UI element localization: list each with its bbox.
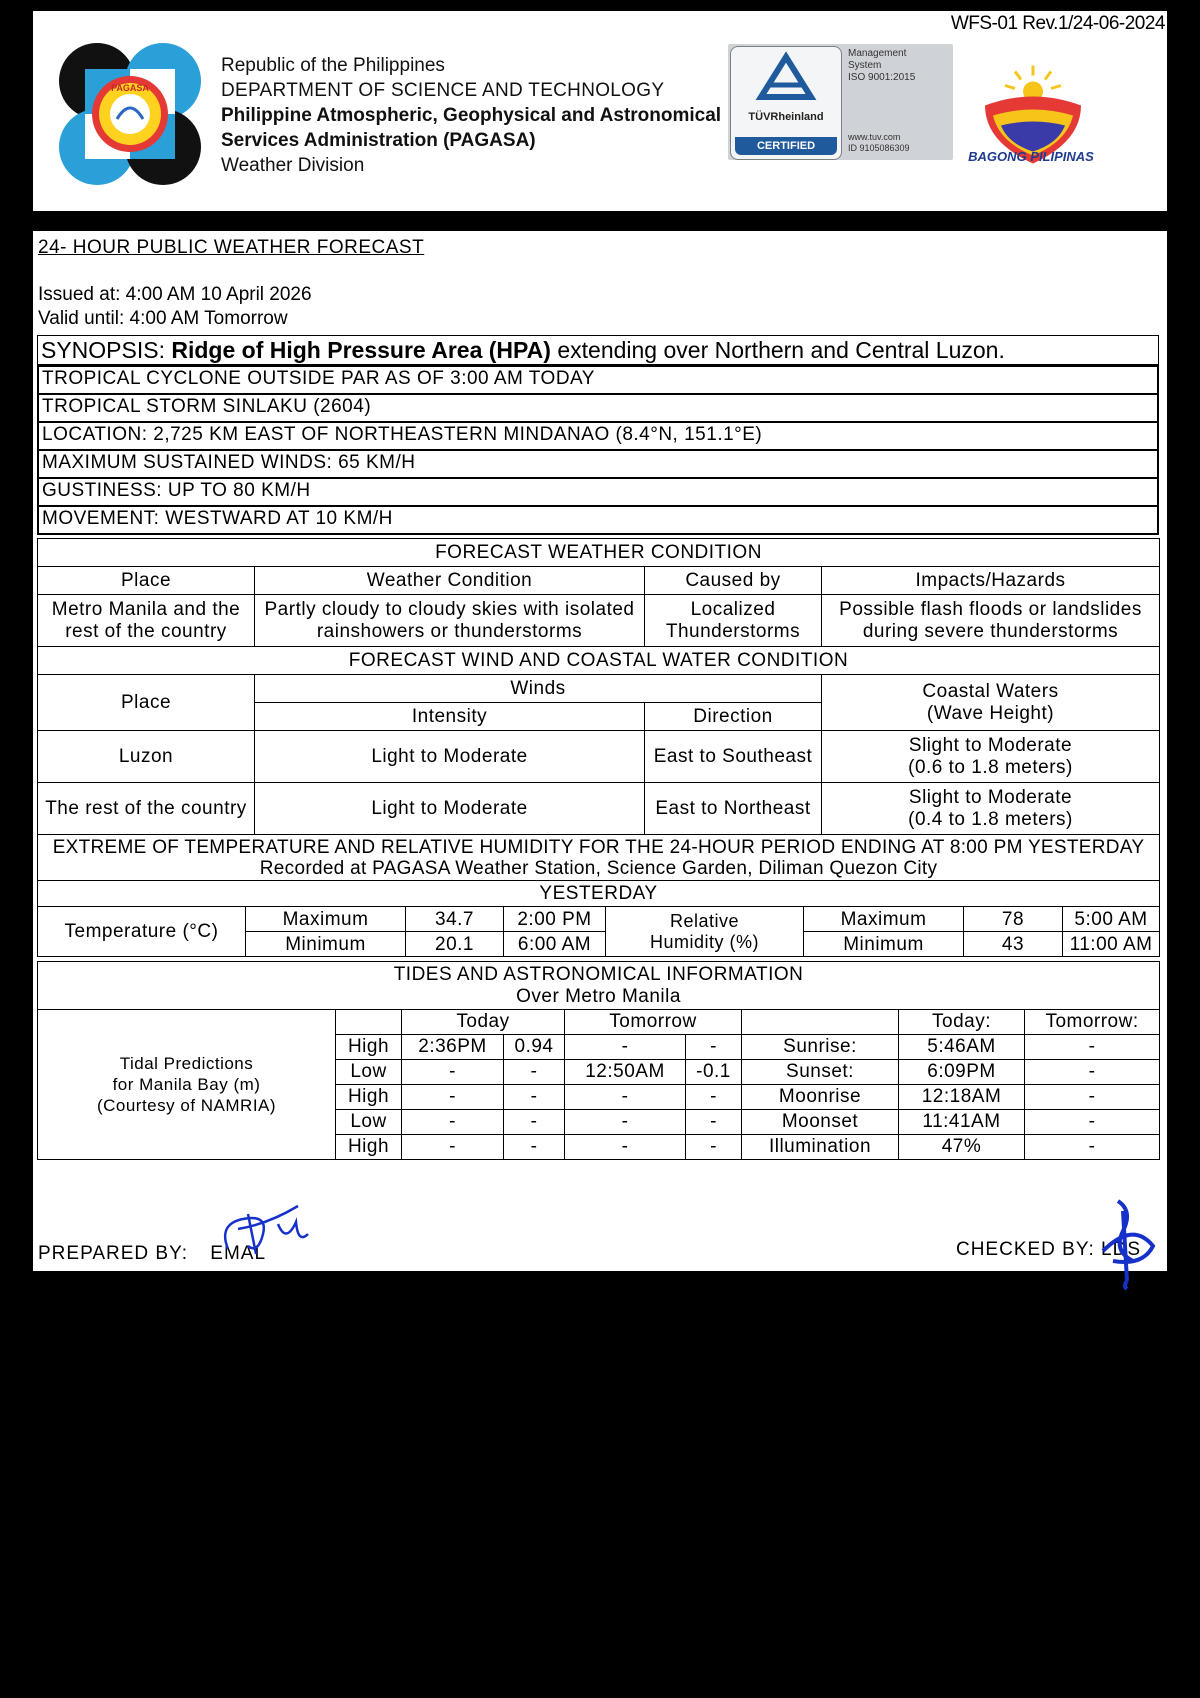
tide-today-time: - (402, 1135, 504, 1160)
tide-tomorrow-header: Tomorrow (565, 1010, 742, 1035)
wind-header-place: Place (38, 675, 255, 731)
header-weather-condition: Weather Condition (255, 567, 645, 595)
astro-tomorrow: - (1025, 1085, 1160, 1110)
weather-place: Metro Manila and the rest of the country (38, 595, 255, 647)
rh-min-value: 43 (964, 932, 1063, 957)
wind-header-direction: Direction (645, 703, 822, 731)
rh-max-label: Maximum (804, 907, 964, 932)
checked-label: CHECKED BY: (955, 1239, 1095, 1260)
coastal-desc: Slight to Moderate (908, 734, 1073, 756)
wind-place: Luzon (38, 731, 255, 783)
weather-impacts: Possible flash floods or landslides during severe thunderstorms (822, 595, 1160, 647)
wind-place: The rest of the country (38, 783, 255, 835)
tide-tomorrow-value: - (686, 1035, 742, 1060)
temp-min-time: 6:00 AM (504, 932, 606, 957)
wind-header-coastal (822, 675, 1160, 731)
tc-line: TROPICAL CYCLONE OUTSIDE PAR AS OF 3:00 AM TODAY (37, 365, 1159, 395)
blank-cell (336, 1010, 402, 1035)
prepared-name: EMAL (210, 1243, 267, 1264)
tide-tomorrow-value: - (686, 1135, 742, 1160)
tidal-label-3: (Courtesy of NAMRIA) (96, 1096, 277, 1115)
tuv-iso: ISO 9001:2015 (848, 72, 916, 83)
header-caused-by: Caused by (645, 567, 822, 595)
tuv-system: Management System (848, 48, 907, 71)
wind-intensity: Light to Moderate (255, 783, 645, 835)
rh-min-label: Minimum (804, 932, 964, 957)
tide-tomorrow-time: - (565, 1035, 686, 1060)
temp-min-label: Minimum (246, 932, 406, 957)
issue-info (38, 283, 312, 331)
tide-tomorrow-time: - (565, 1135, 686, 1160)
astro-today-header: Today: (899, 1010, 1025, 1035)
header-impacts: Impacts/Hazards (822, 567, 1160, 595)
wind-direction: East to Southeast (645, 731, 822, 783)
coastal-height: (0.4 to 1.8 meters) (908, 808, 1073, 830)
astro-label: Moonset (742, 1110, 899, 1135)
coastal-height: (0.6 to 1.8 meters) (908, 756, 1073, 778)
rh-label-2: Humidity (%) (649, 931, 759, 952)
tide-today-value: 0.94 (504, 1035, 565, 1060)
extremes-title: EXTREME OF TEMPERATURE AND RELATIVE HUMIDITY FOR THE 24-HOUR PERIOD ENDING AT 8:00 PM YESTERDAY (52, 836, 1145, 858)
republic-text: Republic of the Philippines (221, 55, 445, 76)
form-code: WFS-01 Rev.1/24-06-2024 (950, 13, 1165, 34)
extremes-title-cell (38, 835, 1160, 881)
astro-tomorrow: - (1025, 1060, 1160, 1085)
tide-type: Low (336, 1060, 402, 1085)
tuv-certified: CERTIFIED (735, 137, 837, 155)
astro-tomorrow-header: Tomorrow: (1025, 1010, 1160, 1035)
tide-today-value: - (504, 1060, 565, 1085)
wind-condition-title: FORECAST WIND AND COASTAL WATER CONDITION (38, 647, 1160, 675)
agency-line-2: Services Administration (PAGASA) (221, 130, 536, 151)
table-row (38, 731, 1160, 783)
rh-label-1: Relative (669, 910, 740, 931)
temp-max-value: 34.7 (406, 907, 504, 932)
tide-today-time: - (402, 1085, 504, 1110)
weather-cause: Localized Thunderstorms (645, 595, 822, 647)
checked-signature-icon (1083, 1191, 1163, 1291)
weather-condition: Partly cloudy to cloudy skies with isolated rainshowers or thunderstorms (255, 595, 645, 647)
wave-height-label: (Wave Height) (926, 702, 1055, 724)
tuv-triangle-icon (731, 47, 841, 107)
tide-today-time: - (402, 1110, 504, 1135)
wind-intensity: Light to Moderate (255, 731, 645, 783)
tuv-badge (730, 46, 842, 160)
valid-until: Valid until: 4:00 AM Tomorrow (38, 308, 288, 329)
tc-line: MAXIMUM SUSTAINED WINDS: 65 KM/H (37, 449, 1159, 479)
division-text: Weather Division (221, 155, 365, 176)
astro-tomorrow: - (1025, 1110, 1160, 1135)
wind-header-winds: Winds (255, 675, 822, 703)
agency-block (221, 53, 721, 178)
astro-today: 12:18AM (899, 1085, 1025, 1110)
coastal-label: Coastal Waters (922, 680, 1059, 702)
checked-name: LDS (1101, 1239, 1141, 1260)
tides-title-cell (38, 962, 1160, 1010)
bagong-pilipinas-text: BAGONG PILIPINAS (968, 149, 1094, 164)
table-row (38, 783, 1160, 835)
tide-tomorrow-time: 12:50AM (565, 1060, 686, 1085)
humidity-label (606, 907, 804, 957)
tide-today-value: - (504, 1085, 565, 1110)
synopsis (37, 335, 1159, 365)
astro-today: 47% (899, 1135, 1025, 1160)
astro-label: Sunset: (742, 1060, 899, 1085)
rh-max-value: 78 (964, 907, 1063, 932)
tidal-label-2: for Manila Bay (m) (112, 1075, 261, 1094)
tide-today-value: - (504, 1135, 565, 1160)
issued-at: Issued at: 4:00 AM 10 April 2026 (38, 284, 312, 305)
forecast-document (33, 231, 1167, 1271)
astro-today: 5:46AM (899, 1035, 1025, 1060)
tc-line: TROPICAL STORM SINLAKU (2604) (37, 393, 1159, 423)
rh-max-time: 5:00 AM (1063, 907, 1160, 932)
tide-tomorrow-value: - (686, 1110, 742, 1135)
tides-title: TIDES AND ASTRONOMICAL INFORMATION (393, 963, 804, 985)
astro-label: Illumination (742, 1135, 899, 1160)
astro-label: Sunrise: (742, 1035, 899, 1060)
synopsis-bold: Ridge of High Pressure Area (HPA) (171, 337, 551, 363)
tc-line: GUSTINESS: UP TO 80 KM/H (37, 477, 1159, 507)
agency-line-1: Philippine Atmospheric, Geophysical and Astronomical (221, 105, 722, 126)
tide-tomorrow-time: - (565, 1085, 686, 1110)
tuv-name: TÜVRheinland (748, 111, 824, 123)
pagasa-logo (55, 39, 205, 189)
coastal-waters (822, 783, 1160, 835)
tide-today-header: Today (402, 1010, 565, 1035)
tuv-side-text (848, 48, 938, 84)
synopsis-rest: extending over Northern and Central Luzon. (550, 337, 1005, 363)
tide-today-value: - (504, 1110, 565, 1135)
extremes-subtitle: Recorded at PAGASA Weather Station, Science Garden, Diliman Quezon City (259, 857, 938, 879)
tuv-web: www.tuv.com (848, 132, 901, 142)
tide-tomorrow-time: - (565, 1110, 686, 1135)
temperature-label: Temperature (°C) (38, 907, 246, 957)
tidal-label-1: Tidal Predictions (119, 1054, 254, 1073)
tide-tomorrow-value: - (686, 1085, 742, 1110)
prepared-signature-icon (208, 1194, 318, 1264)
tide-type: Low (336, 1110, 402, 1135)
tuv-id-text (848, 132, 910, 154)
coastal-desc: Slight to Moderate (908, 786, 1073, 808)
coastal-waters (822, 731, 1160, 783)
temp-min-value: 20.1 (406, 932, 504, 957)
astro-tomorrow: - (1025, 1035, 1160, 1060)
header-place: Place (38, 567, 255, 595)
tide-type: High (336, 1135, 402, 1160)
prepared-label: PREPARED BY: (38, 1243, 188, 1264)
weather-wind-table (37, 538, 1160, 835)
blank-cell (742, 1010, 899, 1035)
letterhead (33, 11, 1167, 211)
astro-today: 6:09PM (899, 1060, 1025, 1085)
tide-today-time: - (402, 1060, 504, 1085)
wind-direction: East to Northeast (645, 783, 822, 835)
extremes-table (37, 834, 1160, 957)
tide-today-time: 2:36PM (402, 1035, 504, 1060)
temp-max-label: Maximum (246, 907, 406, 932)
wind-header-intensity: Intensity (255, 703, 645, 731)
tc-line: LOCATION: 2,725 KM EAST OF NORTHEASTERN MINDANAO (8.4°N, 151.1°E) (37, 421, 1159, 451)
astro-label: Moonrise (742, 1085, 899, 1110)
temp-max-time: 2:00 PM (504, 907, 606, 932)
astro-today: 11:41AM (899, 1110, 1025, 1135)
tuv-id: ID 9105086309 (848, 143, 910, 153)
department-text: DEPARTMENT OF SCIENCE AND TECHNOLOGY (221, 80, 665, 101)
astro-tomorrow: - (1025, 1135, 1160, 1160)
tc-line: MOVEMENT: WESTWARD AT 10 KM/H (37, 505, 1159, 535)
seal-text: PAGASA (111, 83, 149, 93)
tidal-label (38, 1010, 336, 1160)
tide-type: High (336, 1035, 402, 1060)
yesterday-label: YESTERDAY (38, 881, 1160, 907)
rh-min-time: 11:00 AM (1063, 932, 1160, 957)
tide-tomorrow-value: -0.1 (686, 1060, 742, 1085)
forecast-title: 24- HOUR PUBLIC WEATHER FORECAST (38, 237, 425, 258)
tide-type: High (336, 1085, 402, 1110)
tides-table (37, 961, 1160, 1160)
tuv-certification (728, 44, 953, 160)
synopsis-label: SYNOPSIS: (41, 337, 172, 363)
weather-condition-title: FORECAST WEATHER CONDITION (38, 539, 1160, 567)
tides-subtitle: Over Metro Manila (516, 985, 681, 1007)
